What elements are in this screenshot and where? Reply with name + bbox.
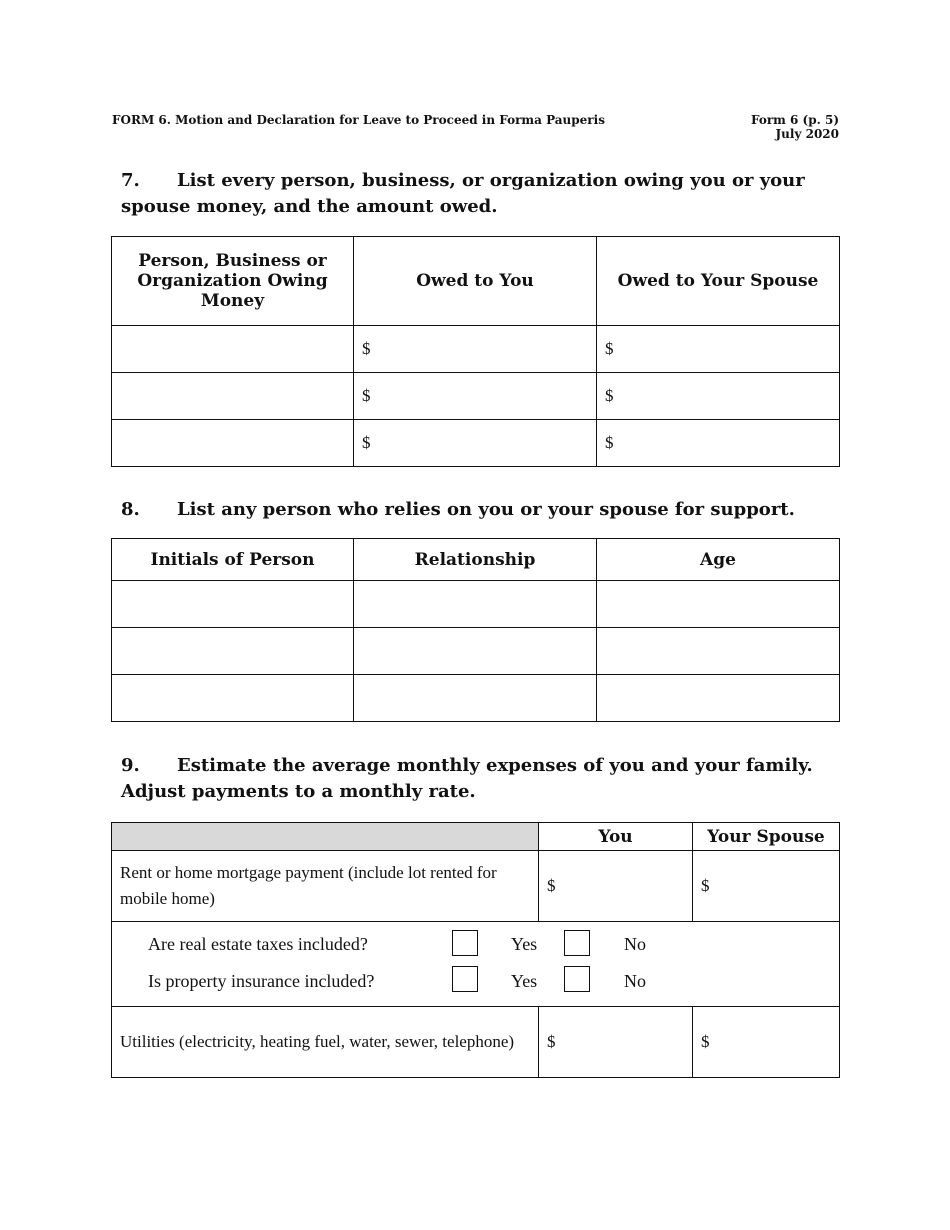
rent-spouse-input[interactable] <box>693 851 840 922</box>
column-header-age: Age <box>597 539 840 581</box>
currency-symbol: $ <box>605 339 614 358</box>
question-9-number: 9. <box>121 755 140 776</box>
table-row <box>112 1007 840 1078</box>
age-input-1[interactable] <box>597 581 840 628</box>
utilities-spouse-input[interactable] <box>693 1007 840 1078</box>
no-label: No <box>624 934 646 954</box>
taxes-yes-checkbox[interactable] <box>452 930 478 956</box>
question-7-text-line1: List every person, business, or organization owing you or your <box>177 170 805 191</box>
dependents-table <box>111 538 840 722</box>
monthly-expenses-table <box>111 822 840 1078</box>
relationship-input-3[interactable] <box>354 675 597 722</box>
column-header-person: Person, Business or Organization Owing Money <box>112 237 354 326</box>
rent-you-input[interactable] <box>539 851 693 922</box>
owed-to-spouse-input-1[interactable] <box>597 326 840 373</box>
insurance-no-checkbox[interactable] <box>564 966 590 992</box>
table-row <box>112 922 840 1007</box>
currency-symbol: $ <box>701 1032 710 1051</box>
initials-input-2[interactable] <box>112 628 354 675</box>
table-row <box>112 581 840 628</box>
relationship-input-1[interactable] <box>354 581 597 628</box>
taxes-no-checkbox[interactable] <box>564 930 590 956</box>
table-row <box>112 373 840 420</box>
table-row <box>112 326 840 373</box>
question-8-text: List any person who relies on you or your spouse for support. <box>177 499 795 520</box>
currency-symbol: $ <box>701 876 710 895</box>
currency-symbol: $ <box>547 1032 556 1051</box>
owed-to-spouse-input-3[interactable] <box>597 420 840 467</box>
utilities-label: Utilities (electricity, heating fuel, water, sewer, telephone) <box>112 1007 539 1078</box>
question-8-number: 8. <box>121 499 140 520</box>
column-header-relationship: Relationship <box>354 539 597 581</box>
question-9-text-line1: Estimate the average monthly expenses of you and your family. <box>177 755 813 776</box>
rent-label: Rent or home mortgage payment (include lot rented for mobile home) <box>112 851 539 922</box>
insurance-yes-checkbox[interactable] <box>452 966 478 992</box>
person-input-3[interactable] <box>112 420 354 467</box>
currency-symbol: $ <box>605 433 614 452</box>
currency-symbol: $ <box>362 433 371 452</box>
column-header-initials: Initials of Person <box>112 539 354 581</box>
owed-money-table <box>111 236 840 467</box>
column-header-you: You <box>539 823 693 851</box>
currency-symbol: $ <box>605 386 614 405</box>
table-header-row <box>112 539 840 581</box>
form-header-page <box>751 113 839 141</box>
relationship-input-2[interactable] <box>354 628 597 675</box>
currency-symbol: $ <box>547 876 556 895</box>
table-row <box>112 628 840 675</box>
utilities-you-input[interactable] <box>539 1007 693 1078</box>
owed-to-spouse-input-2[interactable] <box>597 373 840 420</box>
table-header-row <box>112 823 840 851</box>
column-header-your-spouse: Your Spouse <box>693 823 840 851</box>
initials-input-1[interactable] <box>112 581 354 628</box>
currency-symbol: $ <box>362 386 371 405</box>
question-7 <box>121 168 841 220</box>
form-header-title: FORM 6. Motion and Declaration for Leave to Proceed in Forma Pauperis <box>112 113 605 127</box>
taxes-question: Are real estate taxes included? <box>148 934 368 954</box>
insurance-question: Is property insurance included? <box>148 971 375 991</box>
question-9-text-line2: Adjust payments to a monthly rate. <box>121 781 476 802</box>
person-input-2[interactable] <box>112 373 354 420</box>
table-row <box>112 851 840 922</box>
no-label: No <box>624 971 646 991</box>
column-header-owed-to-you: Owed to You <box>354 237 597 326</box>
yes-label: Yes <box>511 971 538 991</box>
age-input-2[interactable] <box>597 628 840 675</box>
person-input-1[interactable] <box>112 326 354 373</box>
column-header-owed-to-spouse: Owed to Your Spouse <box>597 237 840 326</box>
table-header-row <box>112 237 840 326</box>
currency-symbol: $ <box>362 339 371 358</box>
form-date: July 2020 <box>775 127 839 141</box>
yes-label: Yes <box>511 934 538 954</box>
mortgage-questions-cell <box>112 922 840 1007</box>
table-row <box>112 675 840 722</box>
initials-input-3[interactable] <box>112 675 354 722</box>
header-blank-cell <box>112 823 539 851</box>
owed-to-you-input-3[interactable] <box>354 420 597 467</box>
table-row <box>112 420 840 467</box>
form-page-number: Form 6 (p. 5) <box>750 113 839 127</box>
question-8 <box>121 497 841 523</box>
question-7-number: 7. <box>121 170 140 191</box>
owed-to-you-input-1[interactable] <box>354 326 597 373</box>
age-input-3[interactable] <box>597 675 840 722</box>
question-9 <box>121 753 841 805</box>
owed-to-you-input-2[interactable] <box>354 373 597 420</box>
question-7-text-line2: spouse money, and the amount owed. <box>121 196 498 217</box>
